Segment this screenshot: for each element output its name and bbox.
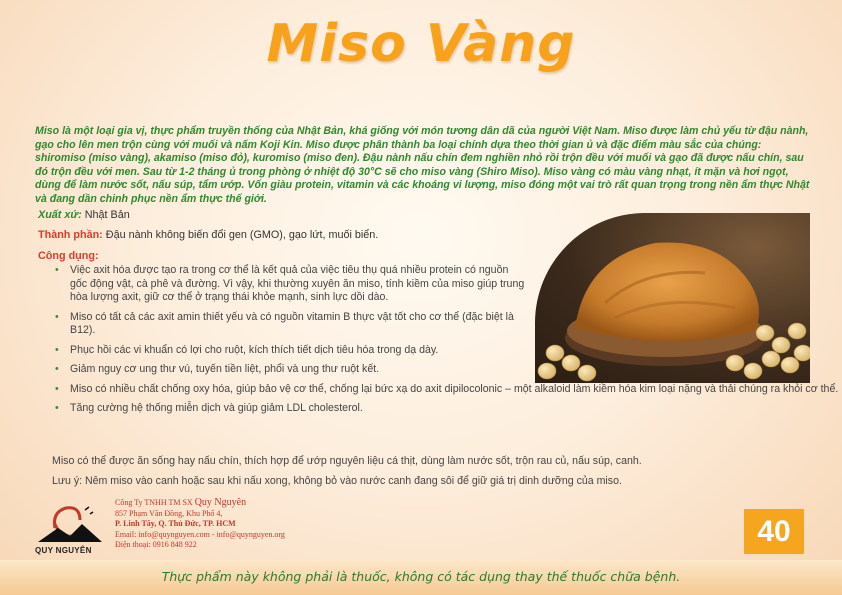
company-address-2: P. Linh Tây, Q. Thủ Đức, TP. HCM — [115, 519, 236, 528]
company-name-prefix: Công Ty TNHH TM SX — [115, 498, 195, 507]
list-item: • Miso có nhiều chất chống oxy hóa, giúp bảo vệ cơ thể, chống lại bức xạ do axit dipilocolonic – một alkaloid làm kiềm hóa kim loại nặng và thải chúng ra khỏi cơ thể. — [55, 382, 839, 395]
caution-note: Lưu ý: Nêm miso vào canh hoặc sau khi nấu xong, không bỏ vào nước canh đang sôi để giữ giá trị dinh dưỡng của miso. — [52, 475, 622, 487]
ingredients-label: Thành phần: — [38, 229, 103, 241]
bullet-icon: • — [55, 402, 59, 414]
list-item: • Giảm nguy cơ ung thư vú, tuyến tiền liệt, phổi và ung thư ruột kết. — [55, 363, 380, 375]
uses-list — [52, 264, 839, 422]
company-name-line — [115, 498, 285, 509]
bullet-icon: • — [55, 363, 59, 375]
logo-text: QUY NGUYÊN — [35, 546, 92, 555]
company-logo — [30, 498, 110, 558]
origin-row — [38, 209, 130, 221]
origin-label: Xuất xứ: — [38, 209, 82, 221]
company-phone: Điện thoại: 0916 848 922 — [115, 540, 197, 549]
page-number-badge: 40 — [744, 509, 804, 554]
bullet-icon: • — [55, 310, 59, 323]
footer-disclaimer: Thực phẩm này không phải là thuốc, không có tác dụng thay thế thuốc chữa bệnh. — [0, 560, 842, 595]
logo-icon — [30, 498, 110, 548]
origin-value: Nhật Bản — [84, 209, 130, 221]
company-name: Quy Nguyên — [194, 497, 247, 508]
miso-photo — [535, 213, 810, 383]
list-item: • Việc axit hóa được tạo ra trong cơ thể là kết quả của việc tiêu thụ quá nhiều protein có nguồn gốc động vật, cà phê và đường. Vì vậy, khi thường xuyên ăn miso, tính kiềm của miso giúp trung hòa lượng axit, giữ cơ thể ở trạng thái khỏe mạnh, sinh lực dồi dào. — [55, 264, 525, 303]
bullet-icon: • — [55, 343, 59, 356]
ingredients-value: Đậu nành không biến đổi gen (GMO), gạo lứt, muối biển. — [105, 229, 379, 241]
intro-paragraph: Miso là một loại gia vị, thực phẩm truyền thống của Nhật Bản, khá giống với món tương dân dã của người Việt Nam. Miso được làm chủ yếu từ đậu nành, gạo cho lên men trộn cùng với muối và nấm Koji Kin. Miso được phân thành ba loại chính dựa theo thời gian ủ và đặc điểm màu sắc của chúng: shiromiso (miso vàng), akamiso (miso đỏ), kuromiso (miso đen). Đậu nành nấu chín đem nghiền nhỏ rồi trộn đều với muối và gạo đã được nấu chín, sau đó trộn đều với men. Sau từ 1-2 tháng ủ trong phòng ở nhiệt độ 30°C sẽ cho miso vàng (Shiro Miso). Miso vàng có màu vàng nhạt, ít mặn và hơi ngọt, dùng để làm nước sốt, nấu súp, tẩm ướp. Vốn giàu protein, vitamin và các khoáng vi lượng, miso đóng một vai trò rất quan trọng trong nền ẩm thực Nhật và đang dần chinh phục nền ẩm thực thế giới. — [35, 125, 810, 205]
uses-title: Công dụng: — [38, 250, 99, 262]
bullet-icon: • — [55, 264, 59, 276]
miso-bowl-illustration — [535, 213, 810, 383]
company-info — [115, 498, 285, 551]
company-email: Email: info@quynguyen.com - info@quynguyen.org — [115, 529, 285, 539]
list-item: • Tăng cường hệ thống miễn dịch và giúp giảm LDL cholesterol. — [55, 402, 363, 414]
ingredients-row — [38, 229, 378, 241]
page-title: Miso Vàng — [266, 14, 576, 74]
usage-note: Miso có thể được ăn sống hay nấu chín, thích hợp để ướp nguyên liệu cá thịt, dùng làm nước sốt, trộn rau củ, nấu súp, canh. — [52, 455, 642, 467]
bullet-icon: • — [55, 382, 59, 395]
company-block — [30, 498, 360, 560]
list-item: • Phục hồi các vi khuẩn có lợi cho ruột, kích thích tiết dịch tiêu hóa trong dạ dày. — [55, 343, 439, 356]
list-item: • Miso có tất cả các axit amin thiết yếu và có nguồn vitamin B thực vật tốt cho cơ thể (đặc biệt là B12). — [55, 310, 514, 336]
company-address-1: 857 Phạm Văn Đồng, Khu Phố 4, — [115, 508, 223, 518]
